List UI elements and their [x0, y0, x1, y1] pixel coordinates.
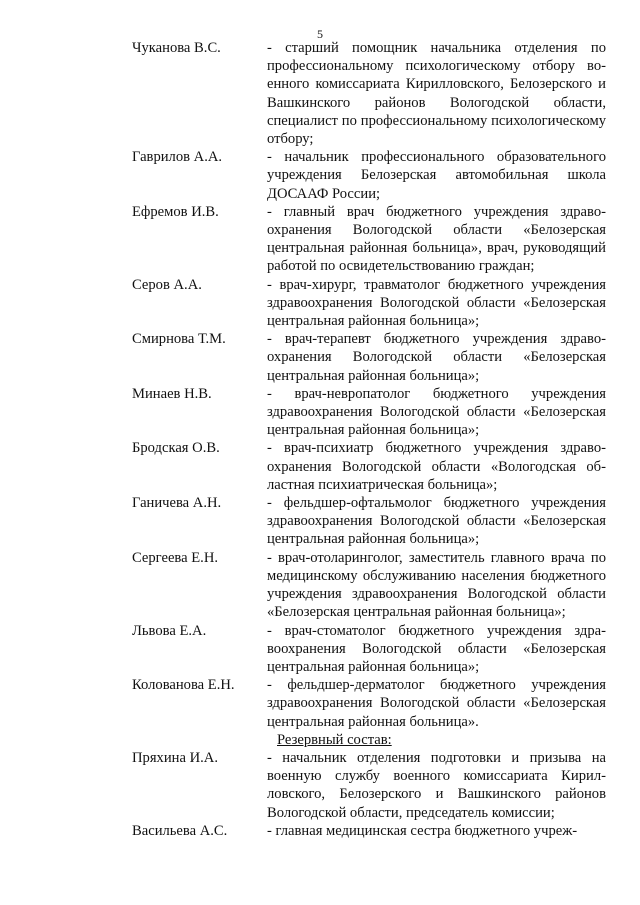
reserve-heading: Резервный состав:	[277, 731, 392, 748]
member-row	[132, 203, 606, 276]
member-name: Минаев Н.В.	[132, 385, 212, 402]
member-position: - врач-стоматолог бюджетного учреждения здравоохранения Вологодской области «Белозерская центральная районная больница»;	[267, 622, 606, 675]
member-name: Ефремов И.В.	[132, 203, 219, 220]
member-position: - врач-терапевт бюджетного учреждения здравоохранения Вологодской области «Белозерская центральная районная больница»;	[267, 331, 606, 384]
member-name: Львова Е.А.	[132, 622, 207, 639]
member-name: Ганичева А.Н.	[132, 495, 222, 512]
commission-list	[132, 39, 606, 840]
member-position: - старший помощник начальника отделения по профессиональному психологическому отбору военного комиссариата Кирилловского, Белозерского и Вашкинского районов Вологодской области, специалист по профессиональному психологическому отбору;	[267, 40, 606, 148]
member-name: Чуканова В.С.	[132, 40, 221, 56]
member-name: Смирнова Т.М.	[132, 331, 226, 348]
member-row	[132, 622, 606, 677]
member-position: - главный врач бюджетного учреждения здравоохранения Вологодской области «Белозерская центральная районная больница», врач, руководящий работой по освидетельствованию граждан;	[267, 203, 606, 275]
member-name: Гаврилов А.А.	[132, 149, 223, 166]
member-position: - фельдшер-дерматолог бюджетного учреждения здравоохранения Вологодской области «Белозерская центральная районная больница».	[267, 677, 606, 730]
member-position: - врач-невропатолог бюджетного учреждения здравоохранения Вологодской области «Белозерская центральная районная больница»;	[267, 385, 606, 439]
member-row	[132, 676, 606, 731]
member-name: Сергеева Е.Н.	[132, 549, 219, 566]
reserve-member-row	[132, 822, 606, 840]
member-row	[132, 39, 606, 148]
member-name: Колованова Е.Н.	[132, 677, 235, 694]
member-position: - начальник отделения подготовки и призыва на военную службу военного комиссариата Кирилловского, Белозерского и Вашкинского районов Вологодской области, председатель комиссии;	[267, 749, 606, 821]
member-position: - фельдшер-офтальмолог бюджетного учреждения здравоохранения Вологодской области «Белозерская центральная районная больница»;	[267, 495, 606, 548]
member-name: Бродская О.В.	[132, 440, 220, 457]
reserve-member-row	[132, 749, 606, 822]
member-position: - врач-хирург, травматолог бюджетного учреждения здравоохранения Вологодской области «Белозерская центральная районная больница»;	[267, 276, 606, 330]
member-row	[132, 439, 606, 494]
member-name: Серов А.А.	[132, 276, 202, 293]
member-row	[132, 148, 606, 203]
member-row	[132, 494, 606, 549]
member-position: - главная медицинская сестра бюджетного учреж-	[267, 822, 578, 839]
member-position: - врач-отоларинголог, заместитель главного врача по медицинскому обслуживанию населения бюджетного учреждения здравоохранения Вологодской области «Белозерская центральная районная больница»;	[267, 549, 606, 621]
member-row	[132, 276, 606, 331]
page-number: 5	[317, 27, 323, 41]
member-position: - врач-психиатр бюджетного учреждения здравоохранения Вологодской области «Вологодская областная психиатрическая больница»;	[267, 440, 606, 493]
member-row	[132, 385, 606, 440]
member-row	[132, 330, 606, 385]
member-position: - начальник профессионального образовательного учреждения Белозерская автомобильная школа ДОСААФ России;	[267, 149, 606, 202]
member-name: Васильева А.С.	[132, 822, 228, 839]
reserve-heading-row	[132, 731, 606, 749]
member-name: Пряхина И.А.	[132, 749, 218, 766]
reserve-heading-spacer	[132, 731, 267, 749]
member-row	[132, 549, 606, 622]
